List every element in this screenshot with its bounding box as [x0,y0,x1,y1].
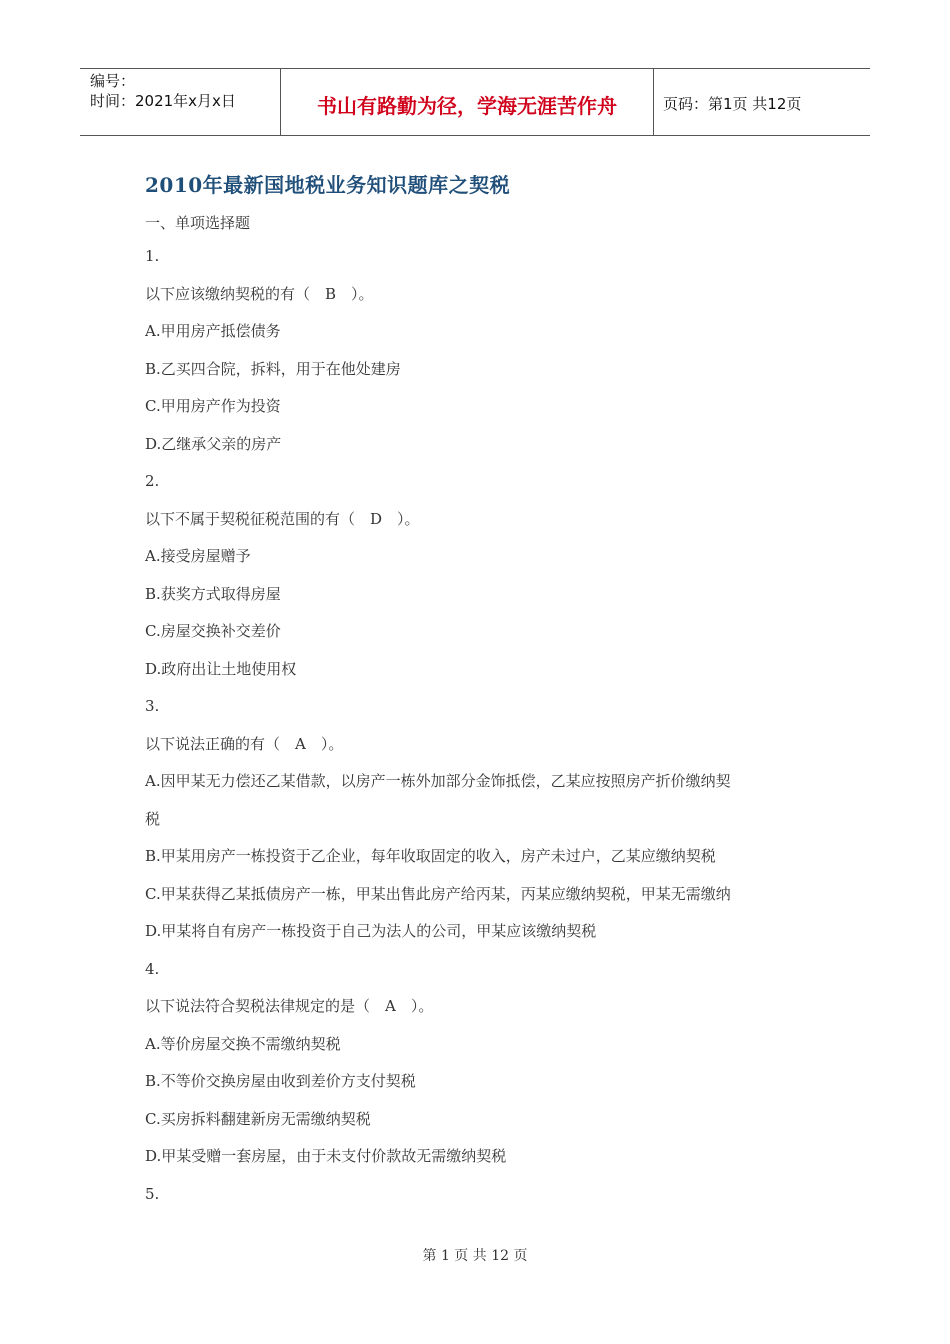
document-line: 以下说法符合契税法律规定的是（ A ）。 [145,997,434,1015]
document-line: D.乙继承父亲的房产 [145,434,282,453]
document-header [80,68,870,136]
document-line: 以下不属于契税征税范围的有（ D ）。 [145,509,420,528]
header-page-info: 页码：第1页 共12页 [663,94,802,113]
document-line: 5. [145,1184,160,1203]
document-line: C.甲用房产作为投资 [145,397,281,415]
document-line: 4. [145,959,160,978]
document-line: 2. [145,472,160,490]
document-line: C.房屋交换补交差价 [145,622,281,640]
header-number-label: 编号： [90,72,136,90]
question-list [145,238,825,1213]
document-line: 税 [145,809,161,828]
document-line: D.甲某受赠一套房屋，由于未支付价款故无需缴纳契税 [145,1147,507,1165]
header-meta-cell [80,69,281,135]
document-line: 以下说法正确的有（ A ）。 [145,734,344,753]
document-line: B.获奖方式取得房屋 [145,584,281,603]
document-line: A.因甲某无力偿还乙某借款，以房产一栋外加部分金饰抵偿，乙某应按照房产折价缴纳契 [145,772,731,790]
document-line: 3. [145,697,160,715]
header-motto-cell [281,69,654,135]
document-line: B.甲某用房产一栋投资于乙企业，每年收取固定的收入，房产未过户，乙某应缴纳契税 [145,847,716,865]
header-motto: 书山有路勤为径，学海无涯苦作舟 [317,93,617,118]
document-body [145,168,825,1213]
document-line: 以下应该缴纳契税的有（ B ）。 [145,284,374,303]
document-title: 2010年最新国地税业务知识题库之契税 [145,173,511,197]
document-line: C.买房拆料翻建新房无需缴纳契税 [145,1109,371,1128]
document-line: A.甲用房产抵偿债务 [145,322,281,340]
document-line: B.乙买四合院，拆料，用于在他处建房 [145,359,401,378]
document-line: A.等价房屋交换不需缴纳契税 [145,1034,341,1053]
header-time-label: 时间：2021年x月x日 [90,92,236,110]
document-line: C.甲某获得乙某抵债房产一栋，甲某出售此房产给丙某，丙某应缴纳契税，甲某无需缴纳 [145,884,731,903]
section-title: 一、单项选择题 [145,214,251,232]
document-line: A.接受房屋赠予 [145,547,251,565]
document-line: D.政府出让土地使用权 [145,659,297,678]
document-line: 1. [145,247,160,265]
document-line: D.甲某将自有房产一栋投资于自己为法人的公司，甲某应该缴纳契税 [145,922,597,940]
page-footer: 第 1 页 共 12 页 [422,1248,528,1264]
document-line: B.不等价交换房屋由收到差价方支付契税 [145,1072,416,1090]
header-page-cell [654,69,870,135]
